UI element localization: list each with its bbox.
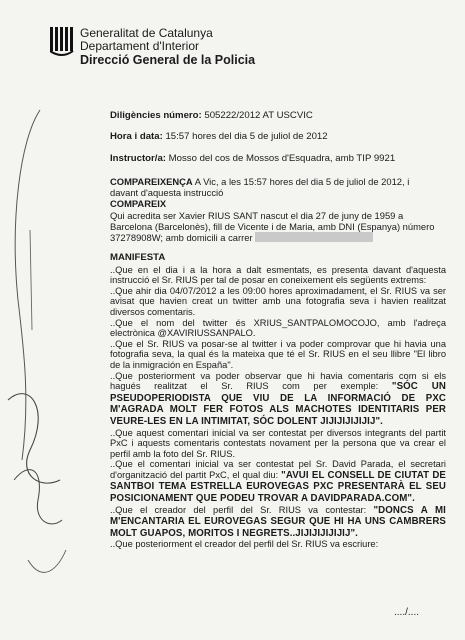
instructor-value: Mosso del cos de Mossos d'Esquadra, amb TIP 9921 bbox=[168, 153, 396, 164]
diligencies-field bbox=[110, 110, 313, 122]
paragraph-7-text: ..Que el comentari inicial va ser contestat pel Sr. David Parada, el secretari d'organització del partit PxC, el qual diu: bbox=[110, 459, 446, 480]
instructor-field bbox=[110, 153, 395, 165]
paragraph-5-text: ..Que posteriorment va poder observar que hi havia comentaris com si els hagués realitzat el Sr. RIUS com per exemple: bbox=[110, 370, 446, 392]
letterhead bbox=[50, 27, 430, 93]
paragraph-8-text: ..Que el creador del perfil del Sr. RIUS va contestar: bbox=[110, 504, 367, 515]
compareix-label: COMPAREIX bbox=[110, 198, 167, 210]
header-line-2: Departament d'Interior bbox=[80, 39, 200, 53]
instructor-label: Instructor/a: bbox=[110, 153, 166, 164]
hora-value: 15:57 hores del dia 5 de juliol de 2012 bbox=[165, 131, 328, 142]
generalitat-logo-icon bbox=[50, 27, 74, 57]
hora-label: Hora i data: bbox=[110, 131, 163, 142]
quote-3: "DONCS A MI M'ENCANTARIA EL EUROVEGAS SEGUR QUE HI HA UNS CAMBRERS MOLT GUAPOS, MORITOS I NEGRETS..JIJIJIJIJIJIJ". bbox=[110, 504, 446, 539]
manifesta-section bbox=[110, 253, 446, 550]
hora-field bbox=[110, 131, 328, 143]
diligencies-label: Diligències número: bbox=[110, 110, 202, 121]
paragraph-3: ..Que el nom del twitter és XRIUS_SANTPALOMOCOJO, amb l'adreça electrònica @XAVIRIUSSANPALO. bbox=[110, 317, 446, 339]
compareixenca-text: A Vic, a les 15:57 hores del dia 5 de juliol de 2012, i davant d'aquesta instrucció bbox=[110, 176, 410, 199]
header-line-3: Direcció General de la Policia bbox=[80, 53, 256, 67]
paragraph-9: ..Que posteriorment el creador del perfil del Sr. RIUS va escriure: bbox=[110, 539, 379, 550]
paragraph-6: ..Que aquest comentari inicial va ser contestat per diversos integrants del partit PxC i aquests comentaris contestats novament per la persona que va crear el perfil amb la foto del Sr. RIUS. bbox=[110, 427, 446, 459]
diligencies-value: 505222/2012 AT USCVIC bbox=[204, 110, 313, 121]
compareixenca-section bbox=[110, 176, 440, 243]
redacted-block bbox=[255, 232, 373, 242]
continues-marker: ..../.... bbox=[394, 607, 420, 618]
paragraph-1: ..Que en el dia i a la hora a dalt esmentats, es presenta davant d'aquesta instrucció el Sr. RIUS per tal de posar en coneixement els següents extrems: bbox=[110, 264, 446, 286]
quote-2: "AVUI EL CONSELL DE CIUTAT DE SANTBOI TEMA ESTRELLA EUROVEGAS PXC PRESENTARÀ EL SEU POSICIONAMENT QUE PODEU TROVAR A DAVIDPARADA.COM". bbox=[110, 469, 446, 505]
handwritten-signature bbox=[0, 80, 70, 640]
paragraph-7 bbox=[110, 459, 446, 504]
paragraph-8 bbox=[110, 505, 446, 540]
manifesta-heading: MANIFESTA bbox=[110, 252, 166, 263]
compareix-text: Qui acredita ser Xavier RIUS SANT nascut el dia 27 de juny de 1959 a Barcelona (Barcelonès), fill de Vicente i de Maria, amb DNI (Espanya) número 37278908W; amb domicili a carrer bbox=[110, 209, 435, 244]
paragraph-2: ..Que ahir dia 04/07/2012 a les 09:00 hores aproximadament, el Sr. RIUS va ser avisat que havien creat un twitter amb una fotografia seva i havien realitzat diversos comentaris. bbox=[110, 285, 446, 317]
paragraph-5 bbox=[110, 371, 446, 428]
header-line-1: Generalitat de Catalunya bbox=[80, 26, 213, 40]
paragraph-4: ..Que el Sr. RIUS va posar-se al twitter i va poder comprovar que hi havia una fotografia seva, la qual és la mateixa que té el Sr. RIUS en el seu llibre "El libro de la inmigración en España". bbox=[110, 338, 446, 370]
quote-1: "SÓC UN PSEUDOPERIODISTA QUE VIU DE LA INFORMACIÓ DE PXC M'AGRADA MOLT FER FOTOS ALS MACHOTES IDENTITARIS PER VEURE-LES EN LA INTIMITAT, SÓC DOLENT JIJIJIJIJIJIJ". bbox=[110, 381, 446, 427]
compareixenca-label: COMPAREIXENÇA bbox=[110, 176, 193, 187]
